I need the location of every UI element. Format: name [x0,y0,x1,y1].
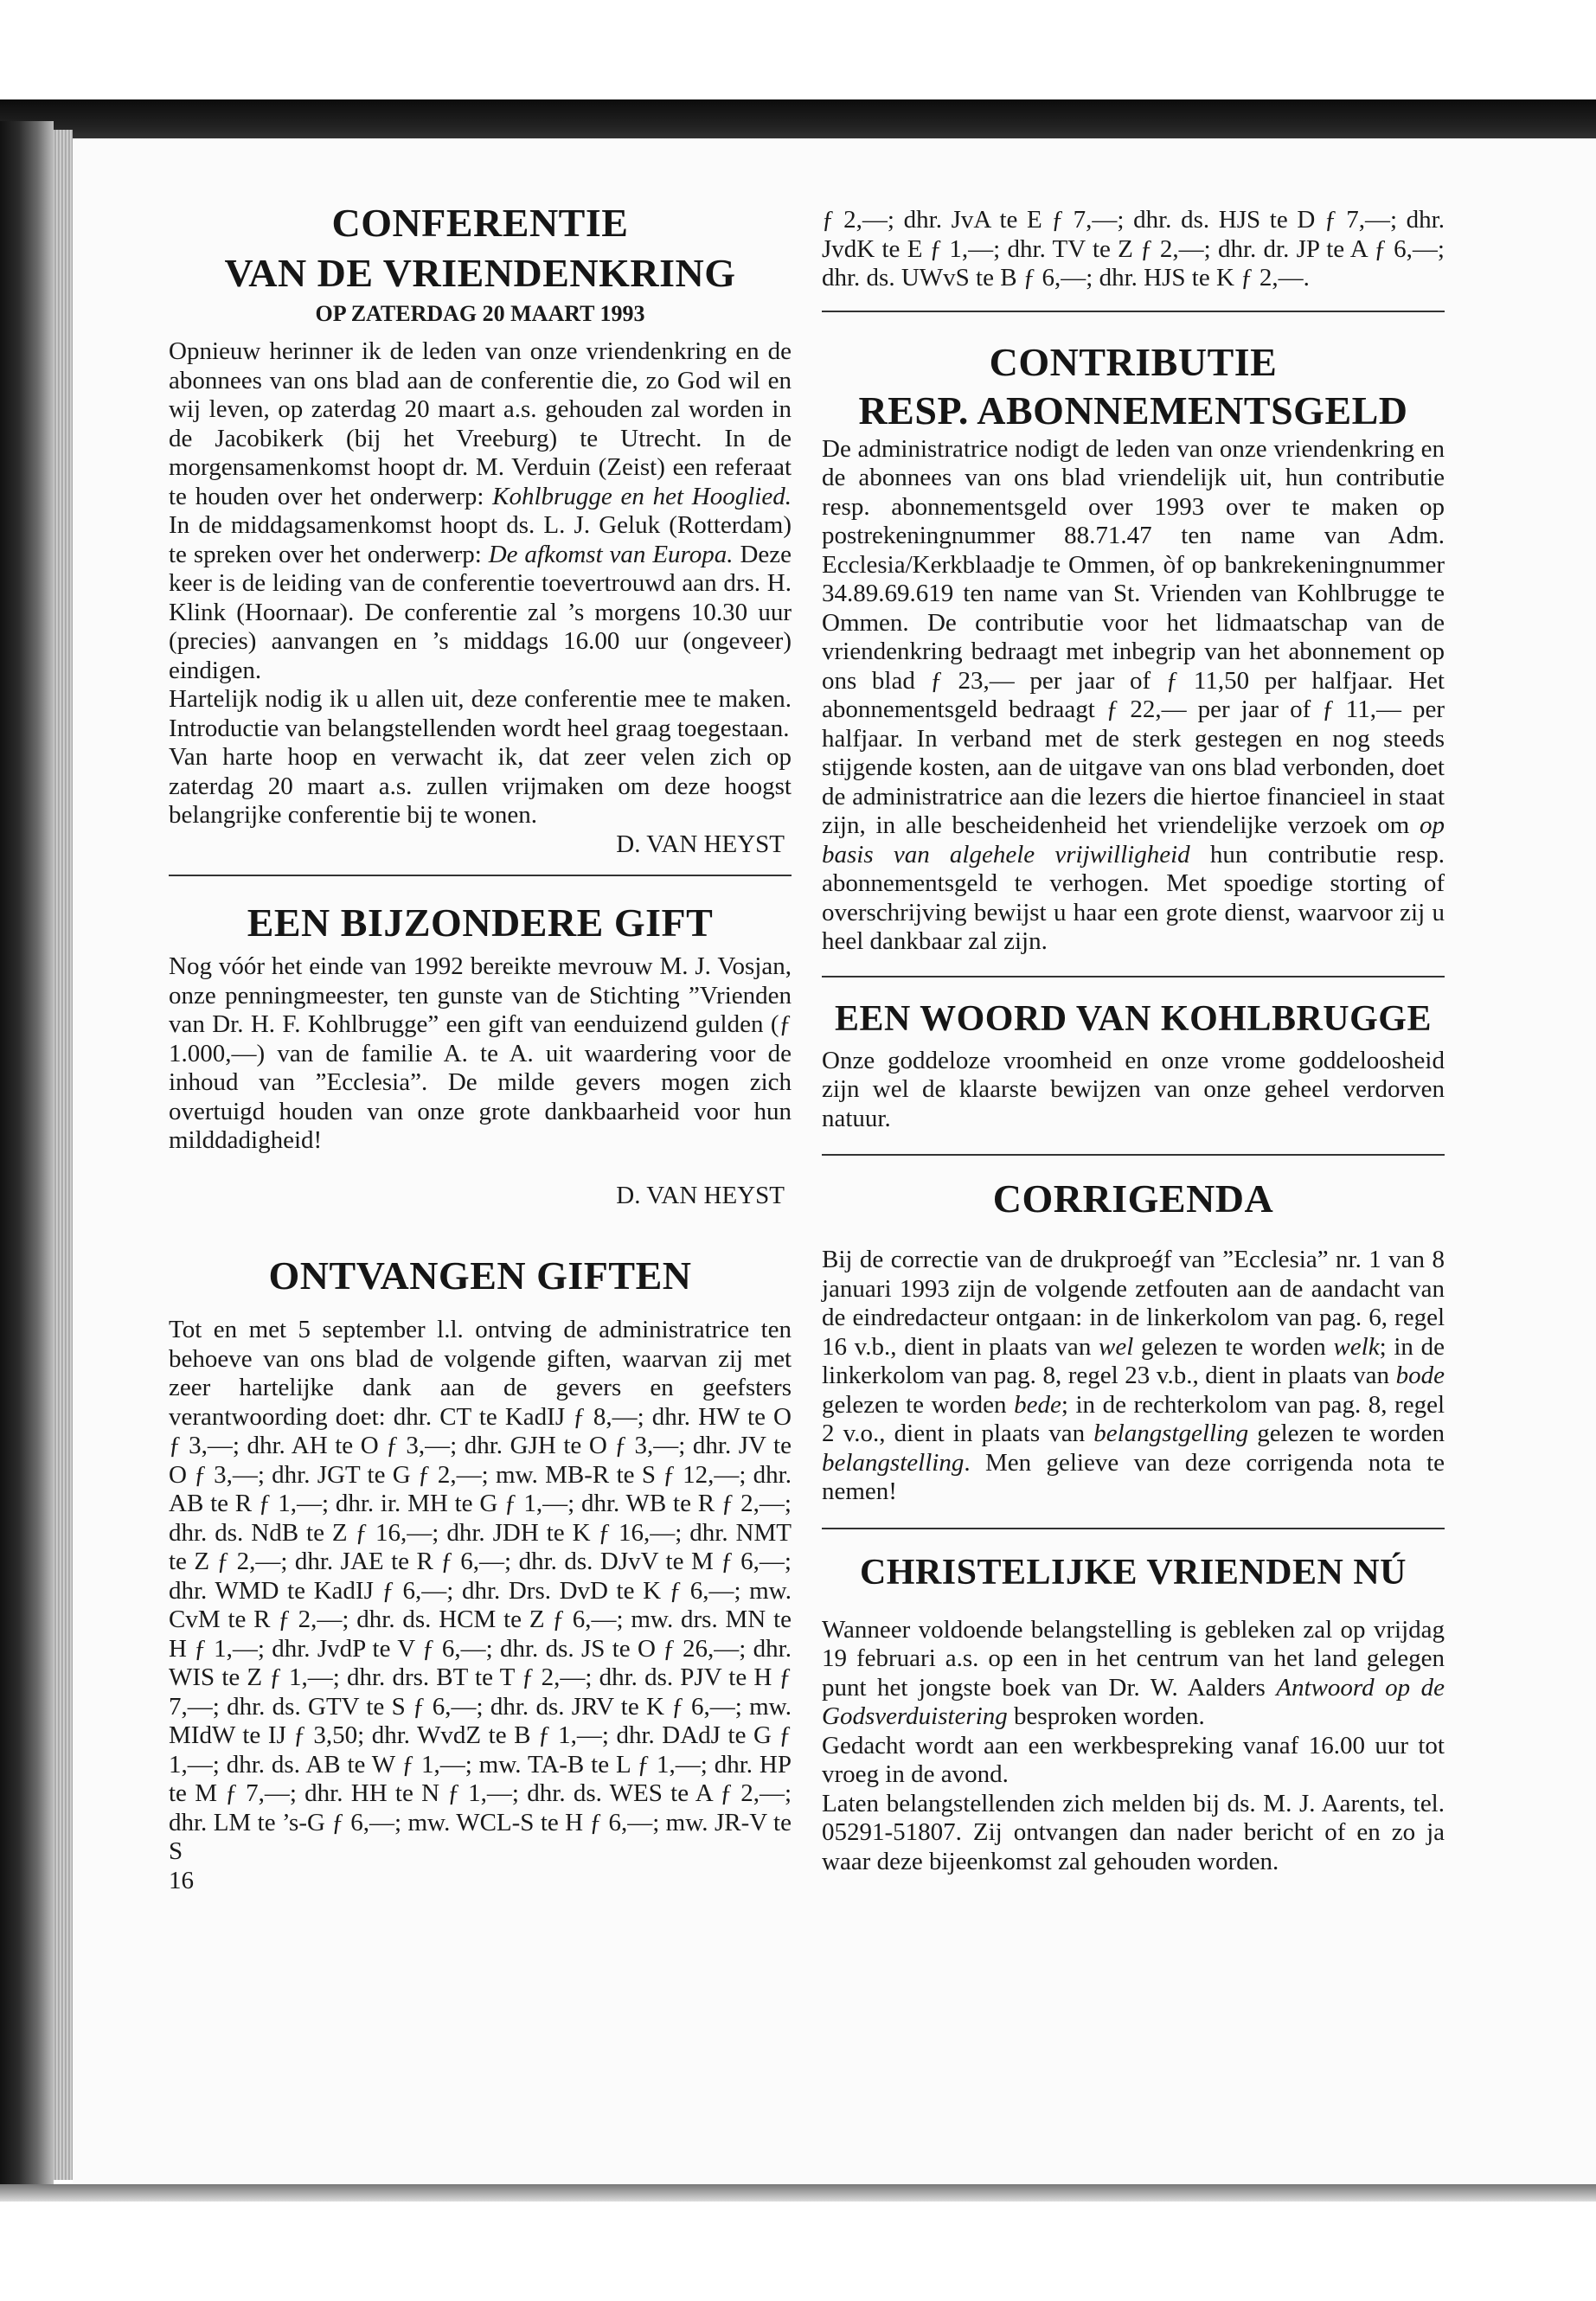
gift-signature: D. VAN HEYST [616,1181,785,1209]
conferentie-paragraph-1: Opnieuw herinner ik de leden van onze vriendenkring en de abonnees van ons blad aan de conferentie die, zo God wil en wij leven, op zaterdag 20 maart a.s. gehouden zal worden in de Jacobikerk (bij het Vreeburg) te Utrecht. In de morgensamenkomst hoopt dr. M. Verduin (Zeist) een referaat te houden over het onderwerp: Kohlbrugge en het Hooglied. In de middagsamenkomst hoopt ds. L. J. Geluk (Rotterdam) te spreken over het onderwerp: De afkomst van Europa. Deze keer is de leiding van de conferentie toevertrouwd aan drs. H. Klink (Hoornaar). De conferentie zal ’s morgens 10.30 uur (precies) aanvangen en ’s middags 16.00 uur (ongeveer) eindigen. [169,337,792,684]
kohlbrugge-quote: Onze goddeloze vroomheid en onze vrome goddeloosheid zijn wel de klaarste bewijzen van onze geheel verdorven natuur. [822,1046,1445,1132]
right-column [822,199,1445,1876]
abonnementsgeld-title: RESP. ABONNEMENTSGELD [858,388,1408,433]
ontvangen-giften-list-continued: ƒ 2,—; dhr. JvA te E ƒ 7,—; dhr. ds. HJS te D ƒ 7,—; dhr. JvdK te E ƒ 1,—; dhr. TV te Z ƒ 2,—; dhr. dr. JP te A ƒ 6,—; dhr. ds. UWvS te B ƒ 6,—; dhr. HJS te K ƒ 2,—. [822,206,1445,292]
christelijke-paragraph-1: Wanneer voldoende belangstelling is gebleken zal op vrijdag 19 februari a.s. op een in het centrum van het land gelegen punt het jongste boek van Dr. W. Aalders Antwoord op de Godsverduistering besproken worden. [822,1615,1445,1730]
page-number: 16 [169,1866,194,1894]
kohlbrugge-title: EEN WOORD VAN KOHLBRUGGE [835,998,1432,1039]
christelijke-vrienden-title: CHRISTELIJKE VRIENDEN NÚ [859,1552,1407,1593]
divider [822,1154,1445,1156]
left-column [169,199,792,1895]
divider [822,311,1445,312]
scan-binding-edge [0,121,54,2189]
conferentie-paragraph-2: Hartelijk nodig ik u allen uit, deze conferentie mee te maken. Introductie van belangstellenden wordt heel graag toegestaan. [169,685,792,742]
gift-paragraph: Nog vóór het einde van 1992 bereikte mevrouw M. J. Vosjan, onze penningmeester, ten gunste van de Stichting ”Vrienden van Dr. H. F. Kohlbrugge” een gift van eenduizend gulden (ƒ 1.000,—) van de familie A. te A. uit waardering voor de inhoud van ”Ecclesia”. De milde gevers mogen zich overtuigd houden van onze grote dankbaarheid voor hun milddadigheid! [169,952,792,1154]
ontvangen-giften-title: ONTVANGEN GIFTEN [268,1253,692,1298]
conferentie-signature: D. VAN HEYST [616,830,785,858]
scan-bottom-edge [0,2184,1596,2202]
ontvangen-giften-list: Tot en met 5 september l.l. ontving de administratrice ten behoeve van ons blad de volgende giften, waarvan zij met zeer hartelijke dank aan de gevers en geefsters verantwoording doet: dhr. CT te KadIJ ƒ 8,—; dhr. HW te O ƒ 3,—; dhr. AH te O ƒ 3,—; dhr. GJH te O ƒ 3,—; dhr. JV te O ƒ 3,—; dhr. JGT te G ƒ 2,—; mw. MB-R te S ƒ 12,—; dhr. AB te R ƒ 1,—; dhr. ir. MH te G ƒ 1,—; dhr. WB te R ƒ 2,—; dhr. ds. NdB te Z ƒ 16,—; dhr. JDH te K ƒ 16,—; dhr. NMT te Z ƒ 2,—; dhr. JAE te R ƒ 6,—; dhr. ds. DJvV te M ƒ 6,—; dhr. WMD te KadIJ ƒ 6,—; dhr. Drs. DvD te K ƒ 6,—; mw. CvM te R ƒ 2,—; dhr. ds. HCM te Z ƒ 6,—; mw. drs. MN te H ƒ 1,—; dhr. JvdP te V ƒ 6,—; dhr. ds. JS te O ƒ 26,—; dhr. WIS te Z ƒ 1,—; dhr. drs. BT te T ƒ 2,—; dhr. ds. PJV te H ƒ 7,—; dhr. ds. GTV te S ƒ 6,—; dhr. ds. JRV te K ƒ 6,—; mw. MIdW te IJ ƒ 3,50; dhr. WvdZ te B ƒ 1,—; dhr. DAdJ te G ƒ 1,—; dhr. ds. AB te W ƒ 1,—; mw. TA-B te L ƒ 1,—; dhr. HP te M ƒ 7,—; dhr. HH te N ƒ 1,—; dhr. ds. WES te A ƒ 2,—; dhr. LM te ’s-G ƒ 6,—; mw. WCL-S te H ƒ 6,—; mw. JR-V te S [169,1316,792,1865]
conferentie-paragraph-3: Van harte hoop en verwacht ik, dat zeer velen zich op zaterdag 20 maart a.s. zullen vrijmaken om deze hoogst belangrijke conferentie bij te wonen. [169,743,792,829]
christelijke-paragraph-3: Laten belangstellenden zich melden bij ds. M. J. Aarents, tel. 05291-51807. Zij ontvangen dan nader bericht of en zo ja waar deze bijeenkomst zal gehouden worden. [822,1789,1445,1875]
christelijke-paragraph-2: Gedacht wordt aan een werkbespreking vanaf 16.00 uur tot vroeg in de avond. [822,1731,1445,1788]
corrigenda-title: CORRIGENDA [992,1176,1274,1221]
conferentie-date: OP ZATERDAG 20 MAART 1993 [315,301,645,326]
divider [822,1528,1445,1529]
scan-page-stack [54,130,73,2180]
corrigenda-paragraph: Bij de correctie van de drukproeǵf van ”Ecclesia” nr. 1 van 8 januari 1993 zijn de volgende zetfouten aan de aandacht van de eindredacteur ontgaan: in de linkerkolom van pag. 6, regel 16 v.b., dient in plaats van wel gelezen te worden welk; in de linkerkolom van pag. 8, regel 23 v.b., dient in plaats van bode gelezen te worden bede; in de rechterkolom van pag. 8, regel 2 v.o., dient in plaats van belangstgelling gelezen te worden belangstelling. Men gelieve van deze corrigenda nota te nemen! [822,1246,1445,1505]
contributie-title: CONTRIBUTIE [989,339,1278,384]
vriendenkring-title: VAN DE VRIENDENKRING [224,251,736,295]
conferentie-title: CONFERENTIE [331,201,629,245]
gift-title: EEN BIJZONDERE GIFT [247,901,714,945]
contributie-paragraph: De administratrice nodigt de leden van onze vriendenkring en de abonnees van ons blad vriendelijk uit, hun contributie resp. abonnementsgeld over 1993 over te maken op postrekeningnummer 88.71.47 ten name van Adm. Ecclesia/Kerkblaadje te Ommen, òf op bankrekeningnummer 34.89.69.619 ten name van St. Vrienden van Kohlbrugge te Ommen. De contributie voor het lidmaatschap van de vriendenkring bedraagt met inbegrip van het abonnement op ons blad ƒ 23,— per jaar of ƒ 11,50 per halfjaar. Het abonnementsgeld bedraagt ƒ 22,— per jaar of ƒ 11,— per halfjaar. In verband met de sterk gestegen en nog steeds stijgende kosten, aan de uitgave van ons blad verbonden, doet de administratrice aan die lezers die hiertoe financieel in staat zijn, in alle bescheidenheid het vriendelijke verzoek om op basis van algehele vrijwilligheid hun contributie resp. abonnementsgeld te verhogen. Met spoedige storting of overschrijving bewijst u haar een grote dienst, waarvoor zij u heel dankbaar zal zijn. [822,434,1445,955]
divider [822,976,1445,977]
divider [169,875,792,876]
